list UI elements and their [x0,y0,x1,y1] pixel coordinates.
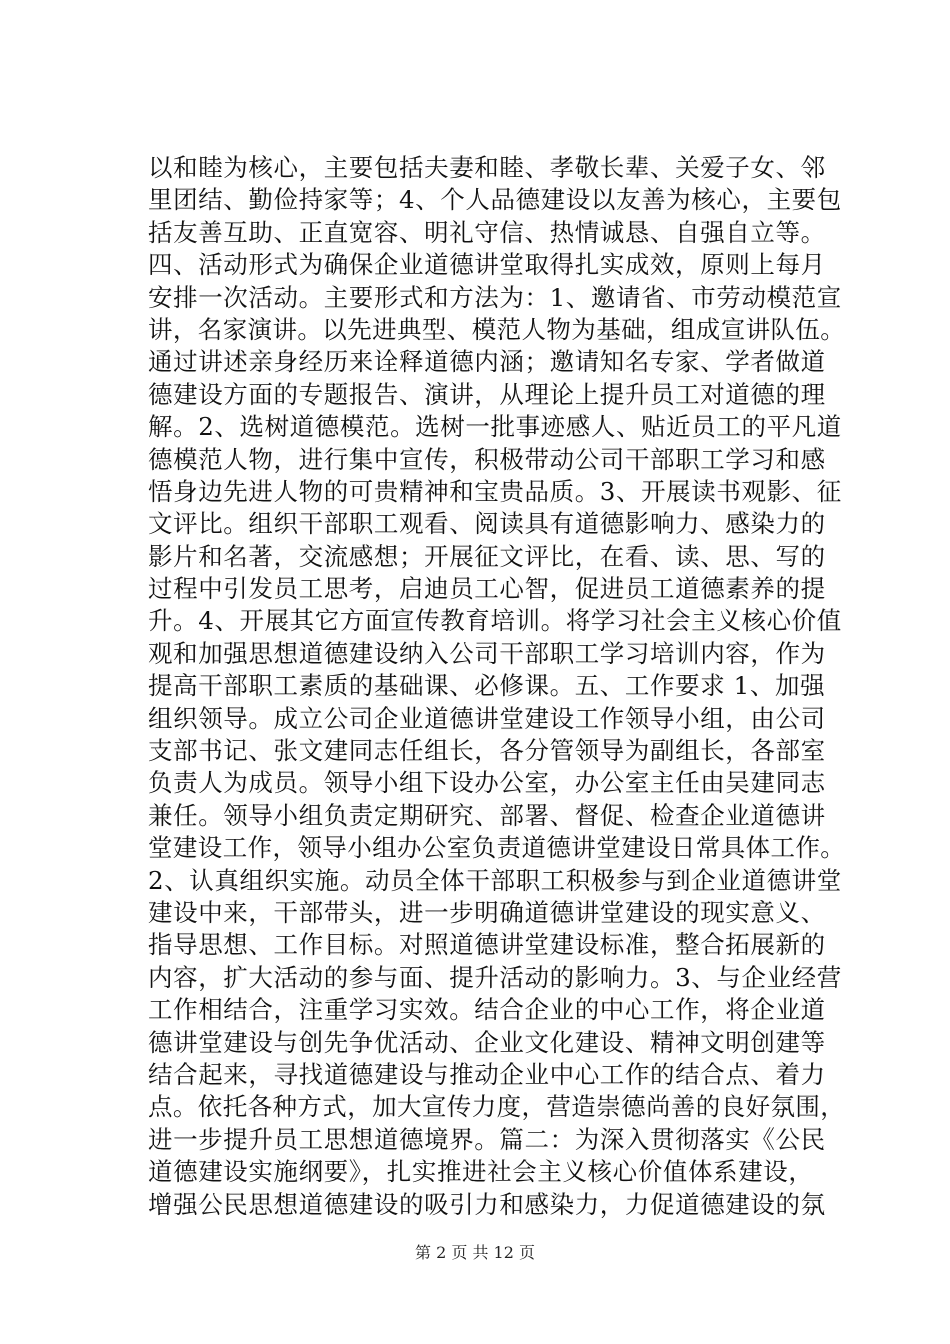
text-line: 升。4、开展其它方面宣传教育培训。将学习社会主义核心价值 [148,606,842,636]
text-line: 道德建设实施纲要》，扎实推进社会主义核心价值体系建设， [148,1157,814,1187]
text-line: 通过讲述亲身经历来诠释道德内涵；邀请知名专家、学者做道 [148,347,826,377]
text-line: 德建设方面的专题报告、演讲，从理论上提升员工对道德的理 [148,379,826,409]
page-footer: 第 2 页 共 12 页 [415,1243,535,1262]
text-line: 安排一次活动。主要形式和方法为：1、邀请省、市劳动模范宣 [148,282,842,312]
text-line: 里团结、勤俭持家等；4、个人品德建设以友善为核心，主要包 [148,185,842,215]
text-line: 组织领导。成立公司企业道德讲堂建设工作领导小组，由公司 [148,703,826,733]
text-line: 观和加强思想道德建设纳入公司干部职工学习培训内容，作为 [148,638,826,668]
text-line: 讲，名家演讲。以先进典型、模范人物为基础，组成宣讲队伍。 [148,314,846,344]
text-line: 工作相结合，注重学习实效。结合企业的中心工作，将企业道 [148,995,826,1025]
text-line: 德讲堂建设与创先争优活动、企业文化建设、精神文明创建等 [148,1027,826,1057]
text-line: 内容，扩大活动的参与面、提升活动的影响力。3、与企业经营 [148,962,842,992]
text-line: 兼任。领导小组负责定期研究、部署、督促、检查企业道德讲 [148,800,826,830]
text-line: 结合起来，寻找道德建设与推动企业中心工作的结合点、着力 [148,1059,826,1089]
text-line: 提高干部职工素质的基础课、必修课。五、工作要求 1、加强 [148,671,826,701]
text-line: 2、认真组织实施。动员全体干部职工积极参与到企业道德讲堂 [148,865,842,895]
text-line: 影片和名著，交流感想；开展征文评比，在看、读、思、写的 [148,541,826,571]
text-line: 四、活动形式为确保企业道德讲堂取得扎实成效，原则上每月 [148,250,826,280]
text-line: 指导思想、工作目标。对照道德讲堂建设标准，整合拓展新的 [148,930,826,960]
text-line: 支部书记、张文建同志任组长，各分管领导为副组长，各部室 [148,736,826,766]
text-line: 建设中来，干部带头，进一步明确道德讲堂建设的现实意义、 [148,897,826,927]
text-line: 括友善互助、正直宽容、明礼守信、热情诚恳、自强自立等。 [148,217,826,247]
text-line: 德模范人物，进行集中宣传，积极带动公司干部职工学习和感 [148,444,826,474]
body-text [148,152,848,1221]
text-line: 进一步提升员工思想道德境界。篇二：为深入贯彻落实《公民 [148,1124,826,1154]
text-line: 点。依托各种方式，加大宣传力度，营造崇德尚善的良好氛围， [148,1092,846,1122]
text-line: 文评比。组织干部职工观看、阅读具有道德影响力、感染力的 [148,509,826,539]
text-line: 解。2、选树道德模范。选树一批事迹感人、贴近员工的平凡道 [148,412,842,442]
text-line: 悟身边先进人物的可贵精神和宝贵品质。3、开展读书观影、征 [148,476,842,506]
text-line: 过程中引发员工思考，启迪员工心智，促进员工道德素养的提 [148,574,826,604]
text-line: 增强公民思想道德建设的吸引力和感染力，力促道德建设的氛 [148,1189,826,1219]
text-line: 负责人为成员。领导小组下设办公室，办公室主任由吴建同志 [148,768,826,798]
text-line: 堂建设工作，领导小组办公室负责道德讲堂建设日常具体工作。 [148,833,846,863]
text-line: 以和睦为核心，主要包括夫妻和睦、孝敬长辈、关爱子女、邻 [148,153,826,182]
